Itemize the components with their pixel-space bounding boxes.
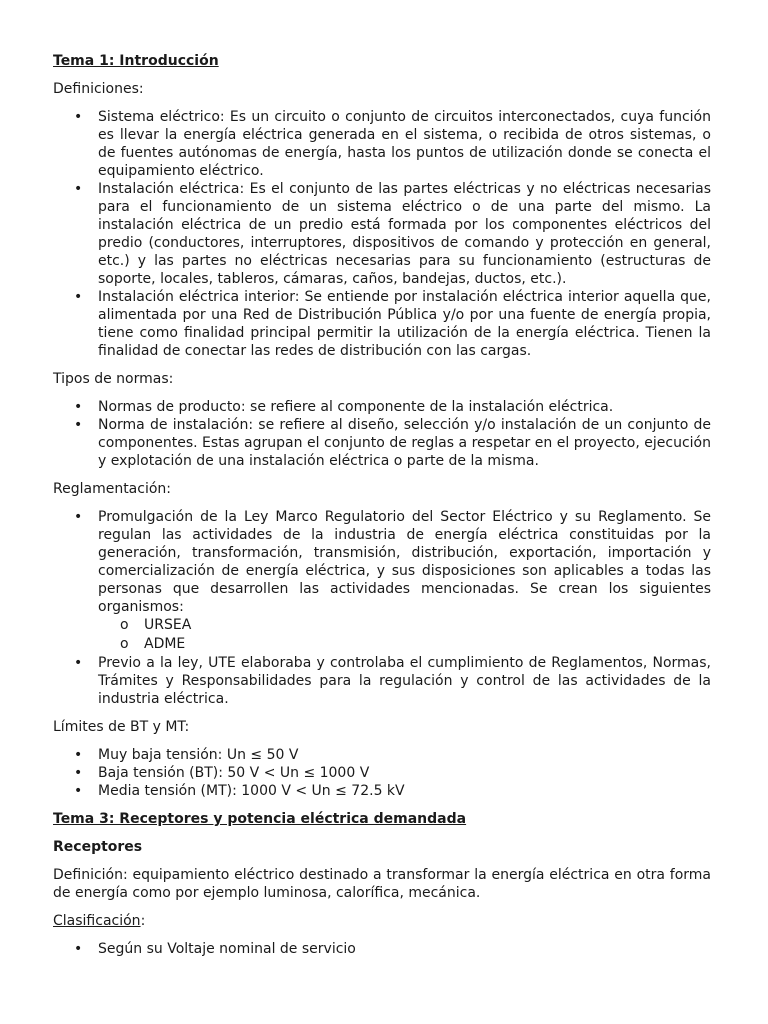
- reglamentacion-previo-ute: Previo a la ley, UTE elaboraba y controlaba el cumplimiento de Reglamentos, Normas, Trámites y Responsabilidades para la regulación y control de las actividades de la industria eléctrica.: [98, 655, 711, 707]
- reglamentacion-label: Reglamentación:: [53, 481, 172, 497]
- definicion-sistema-electrico: Sistema eléctrico: Es un circuito o conjunto de circuitos interconectados, cuya función es llevar la energía eléctrica generada en el sistema, o recibida de otros sistemas, o de fuentes autónomas de energía, hasta los puntos de utilización donde se conecta el equipamiento eléctrico.: [98, 109, 711, 179]
- bullet-glyph: •: [74, 289, 83, 305]
- list-item: [53, 508, 711, 654]
- definicion-instalacion-interior: Instalación eléctrica interior: Se entiende por instalación eléctrica interior aquella que, alimentada por una Red de Distribución Pública y/o por una fuente de energía propia, tiene como finalidad principal permitir la utilización de la energía eléctrica. Tienen la finalidad de conectar las redes de distribución con las cargas.: [98, 289, 711, 359]
- clasificacion-line: [53, 912, 711, 930]
- bullet-glyph: •: [74, 399, 83, 415]
- limites-list: [53, 746, 711, 800]
- list-item: [53, 940, 711, 958]
- list-item: [53, 416, 711, 470]
- reglamentacion-ley-marco: Promulgación de la Ley Marco Regulatorio del Sector Eléctrico y su Reglamento. Se regulan las actividades de la industria de energía eléctrica constituidas por la generación, transformación, transmisión, distribución, exportación, importación y comercialización de energía eléctrica, y sus disposiciones son aplicables a todas las personas que desarrollen las actividades mencionadas. Se crean los siguientes organismos:: [98, 509, 711, 615]
- subbullet-glyph: o: [120, 636, 129, 652]
- list-item: [53, 746, 711, 764]
- list-item: [98, 616, 711, 635]
- definiciones-list: [53, 108, 711, 360]
- tema1-heading: Tema 1: Introducción: [53, 53, 219, 69]
- clasificacion-colon: :: [140, 913, 146, 929]
- tipo-norma-producto: Normas de producto: se refiere al componente de la instalación eléctrica.: [98, 399, 614, 415]
- bullet-glyph: •: [74, 747, 83, 763]
- receptores-definicion: Definición: equipamiento eléctrico destinado a transformar la energía eléctrica en otra forma de energía como por ejemplo luminosa, calorífica, mecánica.: [53, 867, 711, 901]
- list-item: [53, 180, 711, 288]
- bullet-glyph: •: [74, 655, 83, 671]
- receptores-heading: Receptores: [53, 839, 143, 855]
- organismo-adme: ADME: [144, 636, 186, 652]
- bullet-glyph: •: [74, 783, 83, 799]
- clasificacion-voltaje: Según su Voltaje nominal de servicio: [98, 941, 356, 957]
- clasificacion-label: Clasificación: [53, 913, 141, 929]
- bullet-glyph: •: [74, 417, 83, 433]
- definicion-instalacion-electrica: Instalación eléctrica: Es el conjunto de las partes eléctricas y no eléctricas necesarias para el funcionamiento de un sistema eléctrico o de una parte del mismo. La instalación eléctrica de un predio está formada por los componentes eléctricos del predio (conductores, interruptores, dispositivos de comando y protección en general, etc.) y las partes no eléctricas necesarias para su funcionamiento (estructuras de soporte, locales, tableros, cámaras, caños, bandejas, ductos, etc.).: [98, 181, 711, 287]
- tipo-norma-instalacion: Norma de instalación: se refiere al diseño, selección y/o instalación de un conjunto de componentes. Estas agrupan el conjunto de reglas a respetar en el proyecto, ejecución y explotación de una instalación eléctrica o parte de la misma.: [98, 417, 711, 469]
- clasificacion-list: [53, 940, 711, 958]
- document-page: [53, 52, 711, 968]
- reglamentacion-list: [53, 508, 711, 708]
- limites-label: Límites de BT y MT:: [53, 719, 190, 735]
- list-item: [53, 398, 711, 416]
- organismo-ursea: URSEA: [144, 617, 192, 633]
- bullet-glyph: •: [74, 109, 83, 125]
- bullet-glyph: •: [74, 765, 83, 781]
- list-item: [98, 635, 711, 654]
- tipos-label: Tipos de normas:: [53, 371, 174, 387]
- bullet-glyph: •: [74, 181, 83, 197]
- limite-media: Media tensión (MT): 1000 V < Un ≤ 72.5 kV: [98, 783, 405, 799]
- limite-muy-baja: Muy baja tensión: Un ≤ 50 V: [98, 747, 299, 763]
- list-item: [53, 288, 711, 360]
- limite-baja: Baja tensión (BT): 50 V < Un ≤ 1000 V: [98, 765, 370, 781]
- tema3-heading: Tema 3: Receptores y potencia eléctrica demandada: [53, 811, 467, 827]
- list-item: [53, 108, 711, 180]
- bullet-glyph: •: [74, 941, 83, 957]
- bullet-glyph: •: [74, 509, 83, 525]
- definiciones-label: Definiciones:: [53, 81, 144, 97]
- list-item: [53, 782, 711, 800]
- list-item: [53, 654, 711, 708]
- list-item: [53, 764, 711, 782]
- organismos-list: [98, 616, 711, 654]
- tipos-list: [53, 398, 711, 470]
- subbullet-glyph: o: [120, 617, 129, 633]
